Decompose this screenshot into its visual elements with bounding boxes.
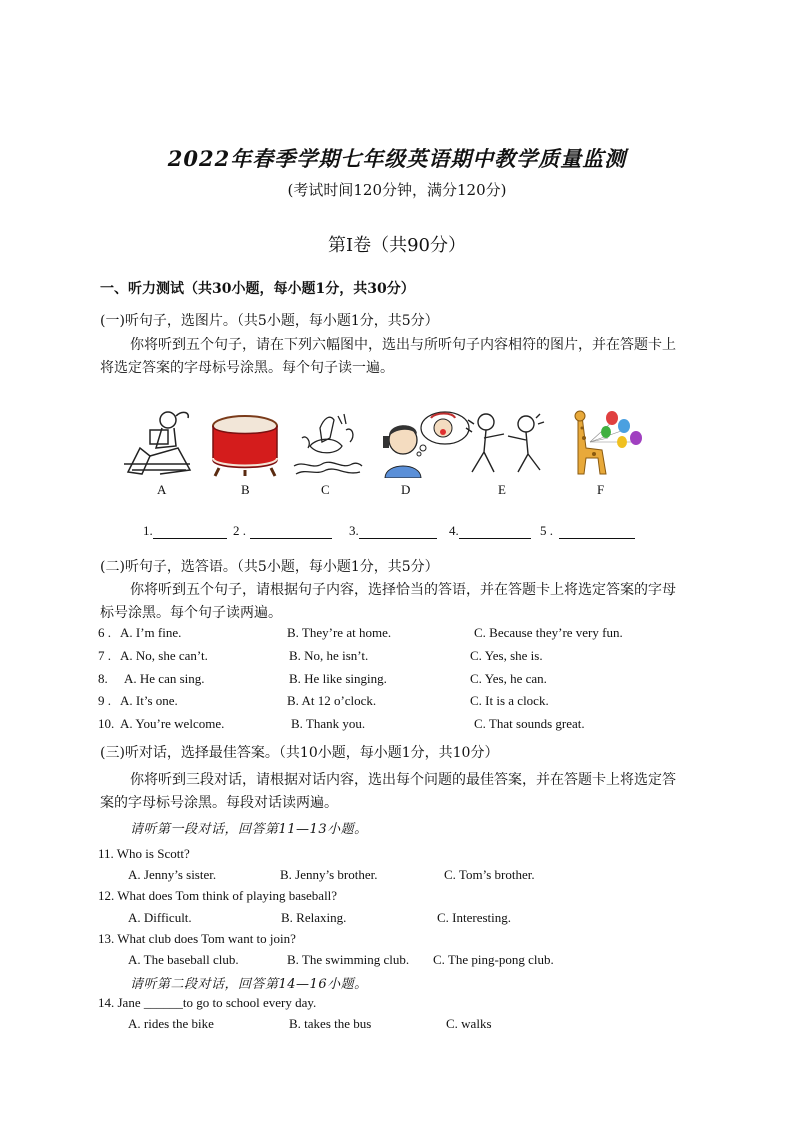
section-heading-listening: 一、听力测试（共30小题，每小题1分，共30分） (100, 281, 415, 297)
option-b[interactable]: B. No, he isn’t. (289, 648, 369, 663)
option-c[interactable]: C. It is a clock. (470, 693, 549, 708)
option-a[interactable]: A. The baseball club. (128, 952, 239, 967)
part-b-instruction-line1: 你将听到五个句子，请根据句子内容，选择恰当的答语，并在答题卡上将选定答案的字母 (130, 582, 676, 598)
picture-label-c: C (321, 482, 330, 497)
exam-subtitle: (考试时间120分钟，满分120分) (287, 181, 507, 199)
option-b[interactable]: B. Jenny’s brother. (280, 867, 378, 882)
picture-f-giraffe-balloons (560, 408, 645, 478)
picture-a-reading-chair (120, 408, 200, 478)
option-b[interactable]: B. He like singing. (289, 671, 387, 686)
dialog-1-instruction: 请听第一段对话，回答第11—13小题。 (130, 822, 368, 837)
option-b[interactable]: B. Relaxing. (281, 910, 347, 925)
question-12: 12. What does Tom think of playing baseball? (98, 888, 338, 903)
picture-c-swimming (290, 408, 365, 478)
part-heading: 第Ⅰ卷（共90分） (327, 235, 466, 256)
answer-blank-2[interactable]: 2 . (233, 523, 332, 539)
answer-blank-4[interactable]: 4. (449, 523, 531, 539)
part-a-instruction-line1: 你将听到五个句子，请在下列六幅图中，选出与所听句子内容相符的图片，并在答题卡上 (130, 337, 676, 353)
option-c[interactable]: C. Yes, she is. (470, 648, 543, 663)
option-b[interactable]: B. The swimming club. (287, 952, 410, 967)
part-c-heading: (三)听对话，选择最佳答案。（共10小题，每小题1分，共10分） (100, 745, 499, 761)
question-11: 11. Who is Scott? (98, 846, 190, 861)
part-c-instruction-line1: 你将听到三段对话，请根据对话内容，选出每个问题的最佳答案，并在答题卡上将选定答 (130, 772, 676, 788)
question-number: 9 . (98, 693, 111, 708)
picture-label-a: A (157, 482, 167, 497)
option-a[interactable]: A. You’re welcome. (120, 716, 225, 731)
part-b-instruction-line2: 标号涂黑。每个句子读两遍。 (100, 605, 282, 621)
picture-label-f: F (597, 482, 605, 497)
option-c[interactable]: C. Tom’s brother. (444, 867, 535, 882)
option-b[interactable]: B. At 12 o’clock. (287, 693, 377, 708)
part-a-instruction-line2: 将选定答案的字母标号涂黑。每个句子读一遍。 (100, 360, 394, 376)
option-c[interactable]: C. The ping-pong club. (433, 952, 554, 967)
option-b[interactable]: B. They’re at home. (287, 625, 392, 640)
part-b-heading: (二)听句子，选答语。（共5小题，每小题1分，共5分） (100, 559, 439, 575)
option-c[interactable]: C. Yes, he can. (470, 671, 547, 686)
picture-e-fighting (460, 408, 550, 478)
picture-label-d: D (401, 482, 411, 497)
question-number: 10. (98, 716, 115, 731)
option-a[interactable]: A. I’m fine. (120, 625, 182, 640)
question-13: 13. What club does Tom want to join? (98, 931, 296, 946)
option-c[interactable]: C. Because they’re very fun. (474, 625, 623, 640)
picture-label-e: E (498, 482, 506, 497)
option-b[interactable]: B. Thank you. (291, 716, 366, 731)
picture-b-drum (205, 408, 285, 478)
option-a[interactable]: A. No, she can’t. (120, 648, 208, 663)
option-c[interactable]: C. walks (446, 1016, 492, 1031)
option-a[interactable]: A. Jenny’s sister. (128, 867, 217, 882)
answer-blank-1[interactable]: 1. (143, 523, 227, 539)
part-c-instruction-line2: 案的字母标号涂黑。每段对话读两遍。 (100, 795, 338, 811)
question-number: 8. (98, 671, 108, 686)
option-a[interactable]: A. He can sing. (124, 671, 205, 686)
part-a-heading: (一)听句子，选图片。（共5小题，每小题1分，共5分） (100, 313, 439, 329)
question-14: 14. Jane ______to go to school every day. (98, 995, 317, 1010)
option-b[interactable]: B. takes the bus (289, 1016, 372, 1031)
option-a[interactable]: A. rides the bike (128, 1016, 214, 1031)
option-c[interactable]: C. Interesting. (437, 910, 512, 925)
exam-title: 2022年春季学期七年级英语期中教学质量监测 (167, 146, 627, 171)
dialog-2-instruction: 请听第二段对话，回答第14—16小题。 (130, 977, 368, 992)
option-a[interactable]: A. It’s one. (120, 693, 178, 708)
picture-label-b: B (241, 482, 250, 497)
option-c[interactable]: C. That sounds great. (474, 716, 585, 731)
answer-blank-5[interactable]: 5 . (540, 523, 635, 539)
option-a[interactable]: A. Difficult. (128, 910, 192, 925)
answer-blank-3[interactable]: 3. (349, 523, 437, 539)
question-number: 6 . (98, 625, 111, 640)
question-number: 7 . (98, 648, 111, 663)
